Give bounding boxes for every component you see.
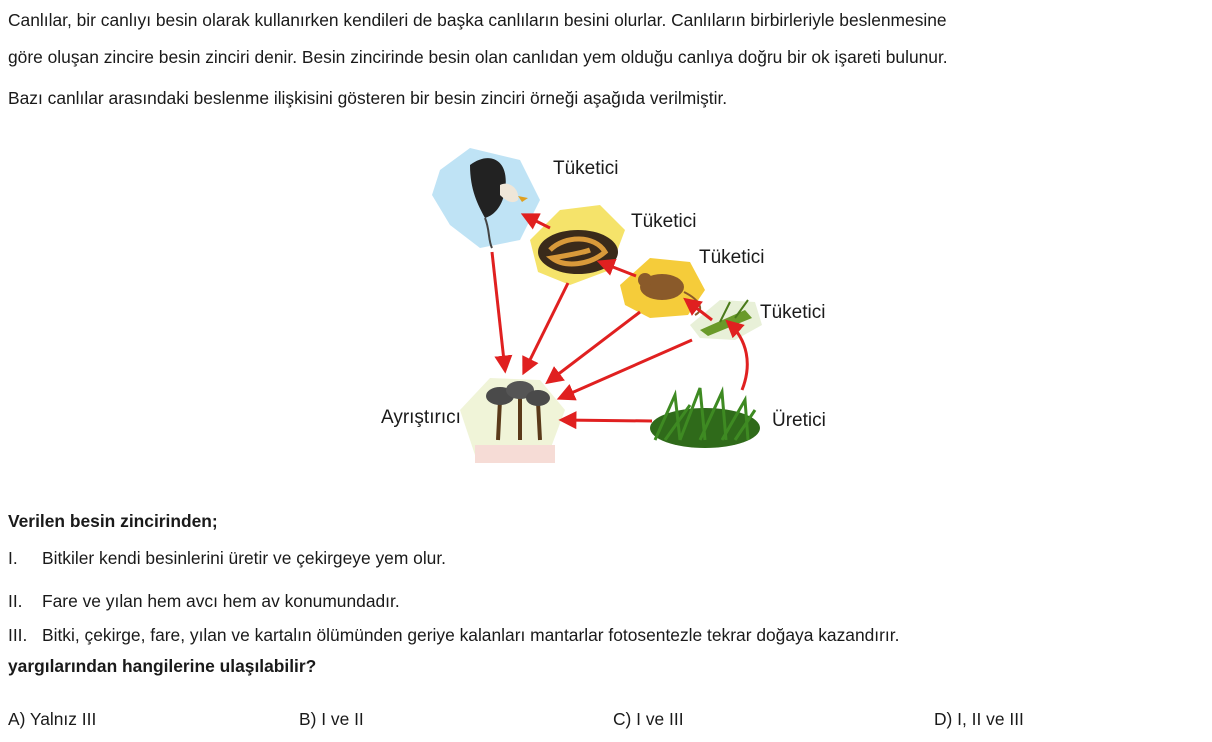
grass-icon [650, 388, 760, 448]
label-mouse: Tüketici [699, 247, 765, 268]
eagle-icon [432, 148, 540, 248]
arrow-eagle-to-mushroom [492, 252, 505, 370]
statement-3 [8, 625, 899, 645]
option-d[interactable]: D) I, II ve III [934, 709, 1024, 729]
statement-3-number: III. [8, 625, 28, 645]
label-mushroom: Ayrıştırıcı [381, 407, 461, 428]
question-heading: Verilen besin zincirinden; [8, 511, 218, 531]
question-prompt: yargılarından hangilerine ulaşılabilir? [8, 656, 317, 676]
option-c[interactable]: C) I ve III [613, 709, 684, 729]
label-eagle: Tüketici [553, 158, 619, 179]
option-b[interactable]: B) I ve II [299, 709, 364, 729]
arrow-grass-to-mushroom [562, 420, 652, 421]
label-grasshopper: Tüketici [760, 302, 826, 323]
statement-2 [8, 591, 400, 611]
statement-1 [8, 548, 446, 568]
arrow-grasshopper-to-mushroom [560, 340, 692, 398]
arrow-mouse-to-mushroom [548, 312, 640, 382]
label-grass: Üretici [772, 410, 826, 431]
statement-2-number: II. [8, 591, 23, 611]
option-a[interactable]: A) Yalnız III [8, 709, 97, 729]
statement-1-number: I. [8, 548, 18, 568]
intro-line-3: Bazı canlılar arasındaki beslenme ilişkisini gösteren bir besin zinciri örneği aşağıda verilmiştir. [8, 88, 728, 108]
statement-1-text: Bitkiler kendi besinlerini üretir ve çekirgeye yem olur. [42, 548, 447, 568]
intro-line-1: Canlılar, bir canlıyı besin olarak kullanırken kendileri de başka canlıların besini olurlar. Canlıların birbirleriyle beslenmesine [8, 10, 947, 30]
snake-icon [530, 205, 625, 285]
mouse-icon [620, 258, 705, 318]
mushroom-icon [460, 378, 565, 463]
label-snake: Tüketici [631, 211, 697, 232]
statement-3-text: Bitki, çekirge, fare, yılan ve kartalın ölümünden geriye kalanları mantarlar fotosentezle tekrar doğaya kazandırır. [42, 625, 900, 645]
statement-2-text: Fare ve yılan hem avcı hem av konumundadır. [42, 591, 400, 611]
intro-line-2: göre oluşan zincire besin zinciri denir. Besin zincirinde besin olan canlıdan yem olduğu canlıya doğru bir ok işareti bulunur. [8, 47, 948, 67]
arrow-snake-to-mushroom [524, 283, 568, 372]
